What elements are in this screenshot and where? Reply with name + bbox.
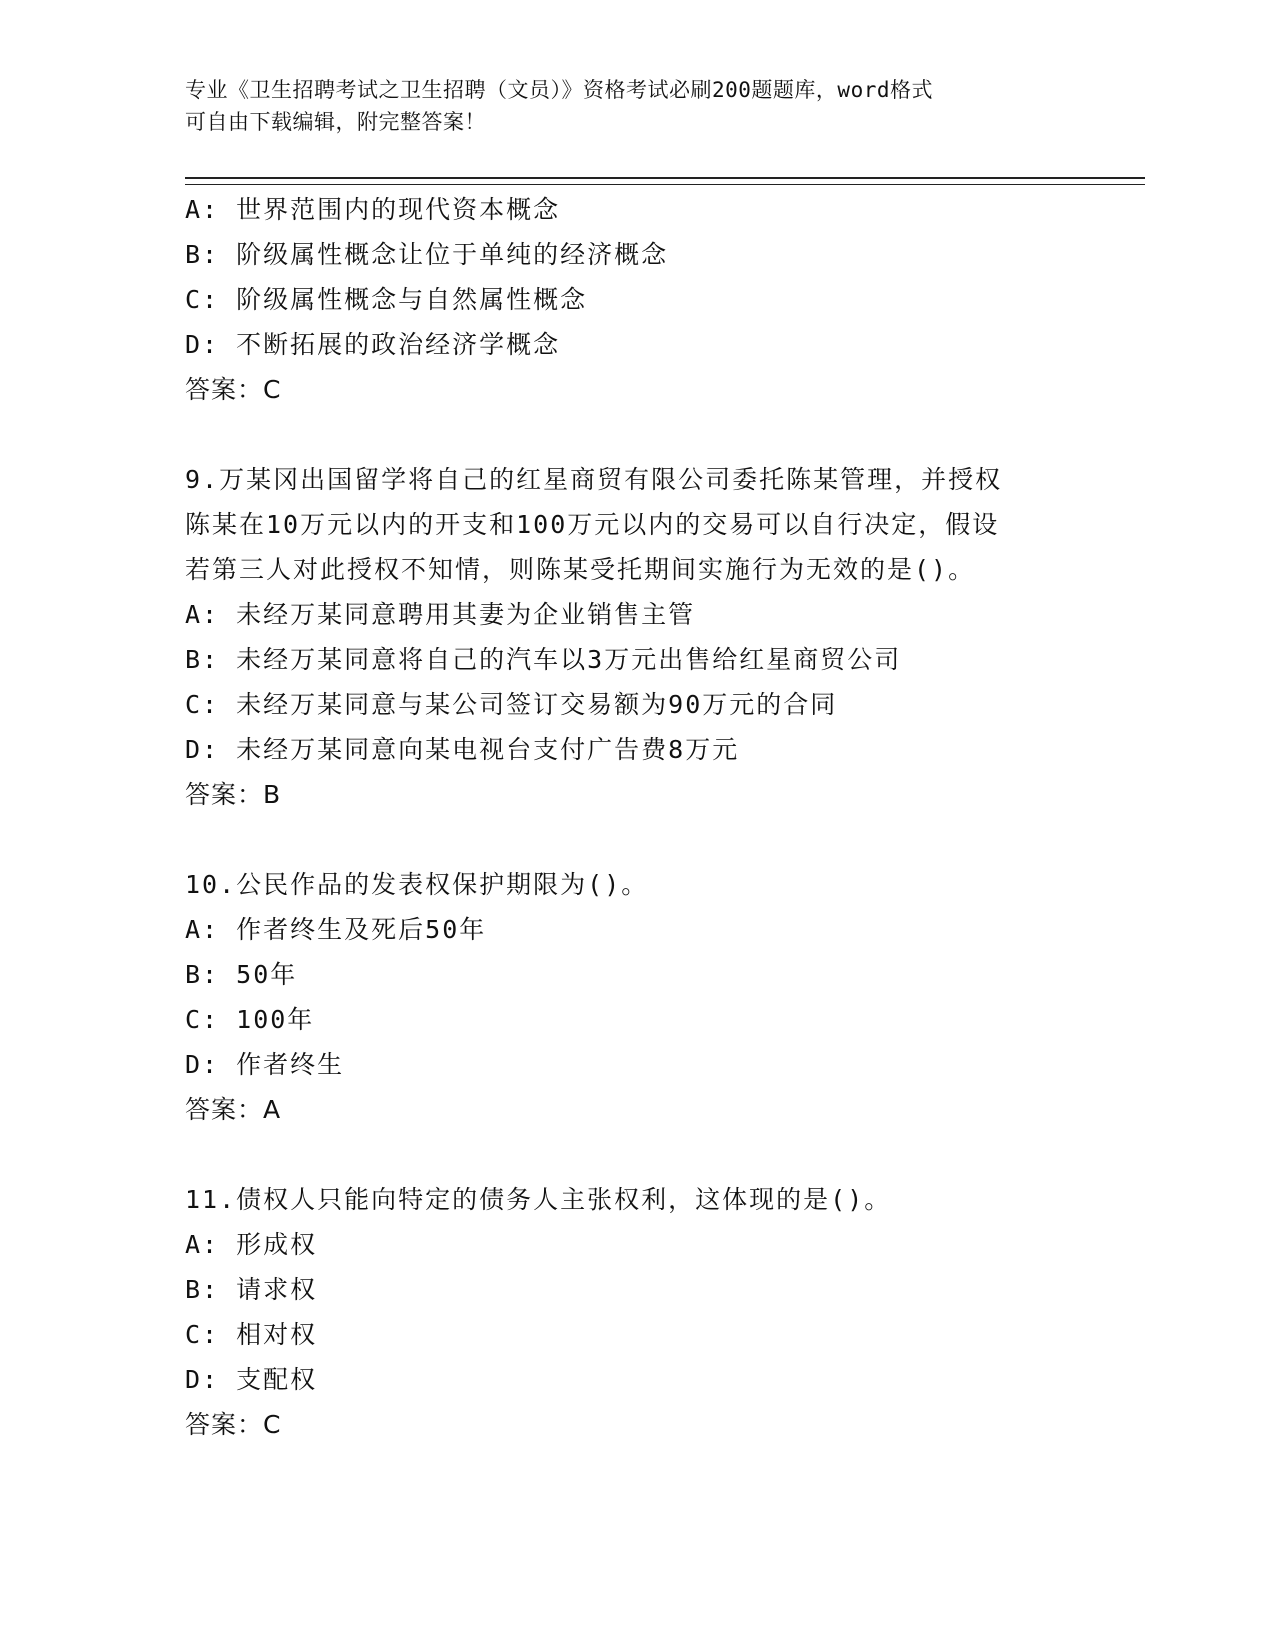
option-a: A: 未经万某同意聘用其妻为企业销售主管 <box>185 600 696 629</box>
question-stem-line: 11.债权人只能向特定的债务人主张权利，这体现的是()。 <box>185 1185 892 1214</box>
option-c: C: 未经万某同意与某公司签订交易额为90万元的合同 <box>185 690 838 719</box>
spacer <box>185 1132 1105 1177</box>
question-8 <box>185 187 1105 412</box>
question-stem-line: 9.万某冈出国留学将自己的红星商贸有限公司委托陈某管理，并授权 <box>185 465 1003 494</box>
spacer <box>185 412 1105 457</box>
question-11 <box>185 1177 1105 1447</box>
option-d: D: 不断拓展的政治经济学概念 <box>185 330 561 359</box>
option-c: C: 100年 <box>185 1005 315 1034</box>
option-d: D: 未经万某同意向某电视台支付广告费8万元 <box>185 735 740 764</box>
answer-line: 答案：B <box>185 780 282 809</box>
option-b: B: 未经万某同意将自己的汽车以3万元出售给红星商贸公司 <box>185 645 902 674</box>
option-b: B: 请求权 <box>185 1275 318 1304</box>
option-c: C: 阶级属性概念与自然属性概念 <box>185 285 588 314</box>
option-a: A: 作者终生及死后50年 <box>185 915 487 944</box>
question-9 <box>185 457 1105 817</box>
option-c: C: 相对权 <box>185 1320 318 1349</box>
option-b: B: 阶级属性概念让位于单纯的经济概念 <box>185 240 669 269</box>
document-header <box>185 74 1065 138</box>
header-divider <box>185 177 1145 185</box>
option-d: D: 支配权 <box>185 1365 318 1394</box>
option-b: B: 50年 <box>185 960 298 989</box>
question-10 <box>185 862 1105 1132</box>
answer-line: 答案：C <box>185 375 282 404</box>
header-line-2: 可自由下载编辑，附完整答案！ <box>185 110 486 134</box>
spacer <box>185 817 1105 862</box>
question-stem-line: 10.公民作品的发表权保护期限为()。 <box>185 870 649 899</box>
option-a: A: 形成权 <box>185 1230 318 1259</box>
answer-line: 答案：C <box>185 1410 282 1439</box>
header-line-1: 专业《卫生招聘考试之卫生招聘（文员）》资格考试必刷200题题库，word格式 <box>185 78 933 102</box>
option-d: D: 作者终生 <box>185 1050 345 1079</box>
option-a: A: 世界范围内的现代资本概念 <box>185 195 561 224</box>
question-stem-line: 陈某在10万元以内的开支和100万元以内的交易可以自行决定，假设 <box>185 510 1000 539</box>
question-stem-line: 若第三人对此授权不知情，则陈某受托期间实施行为无效的是()。 <box>185 555 976 584</box>
question-list <box>185 187 1105 1447</box>
answer-line: 答案：A <box>185 1095 282 1124</box>
